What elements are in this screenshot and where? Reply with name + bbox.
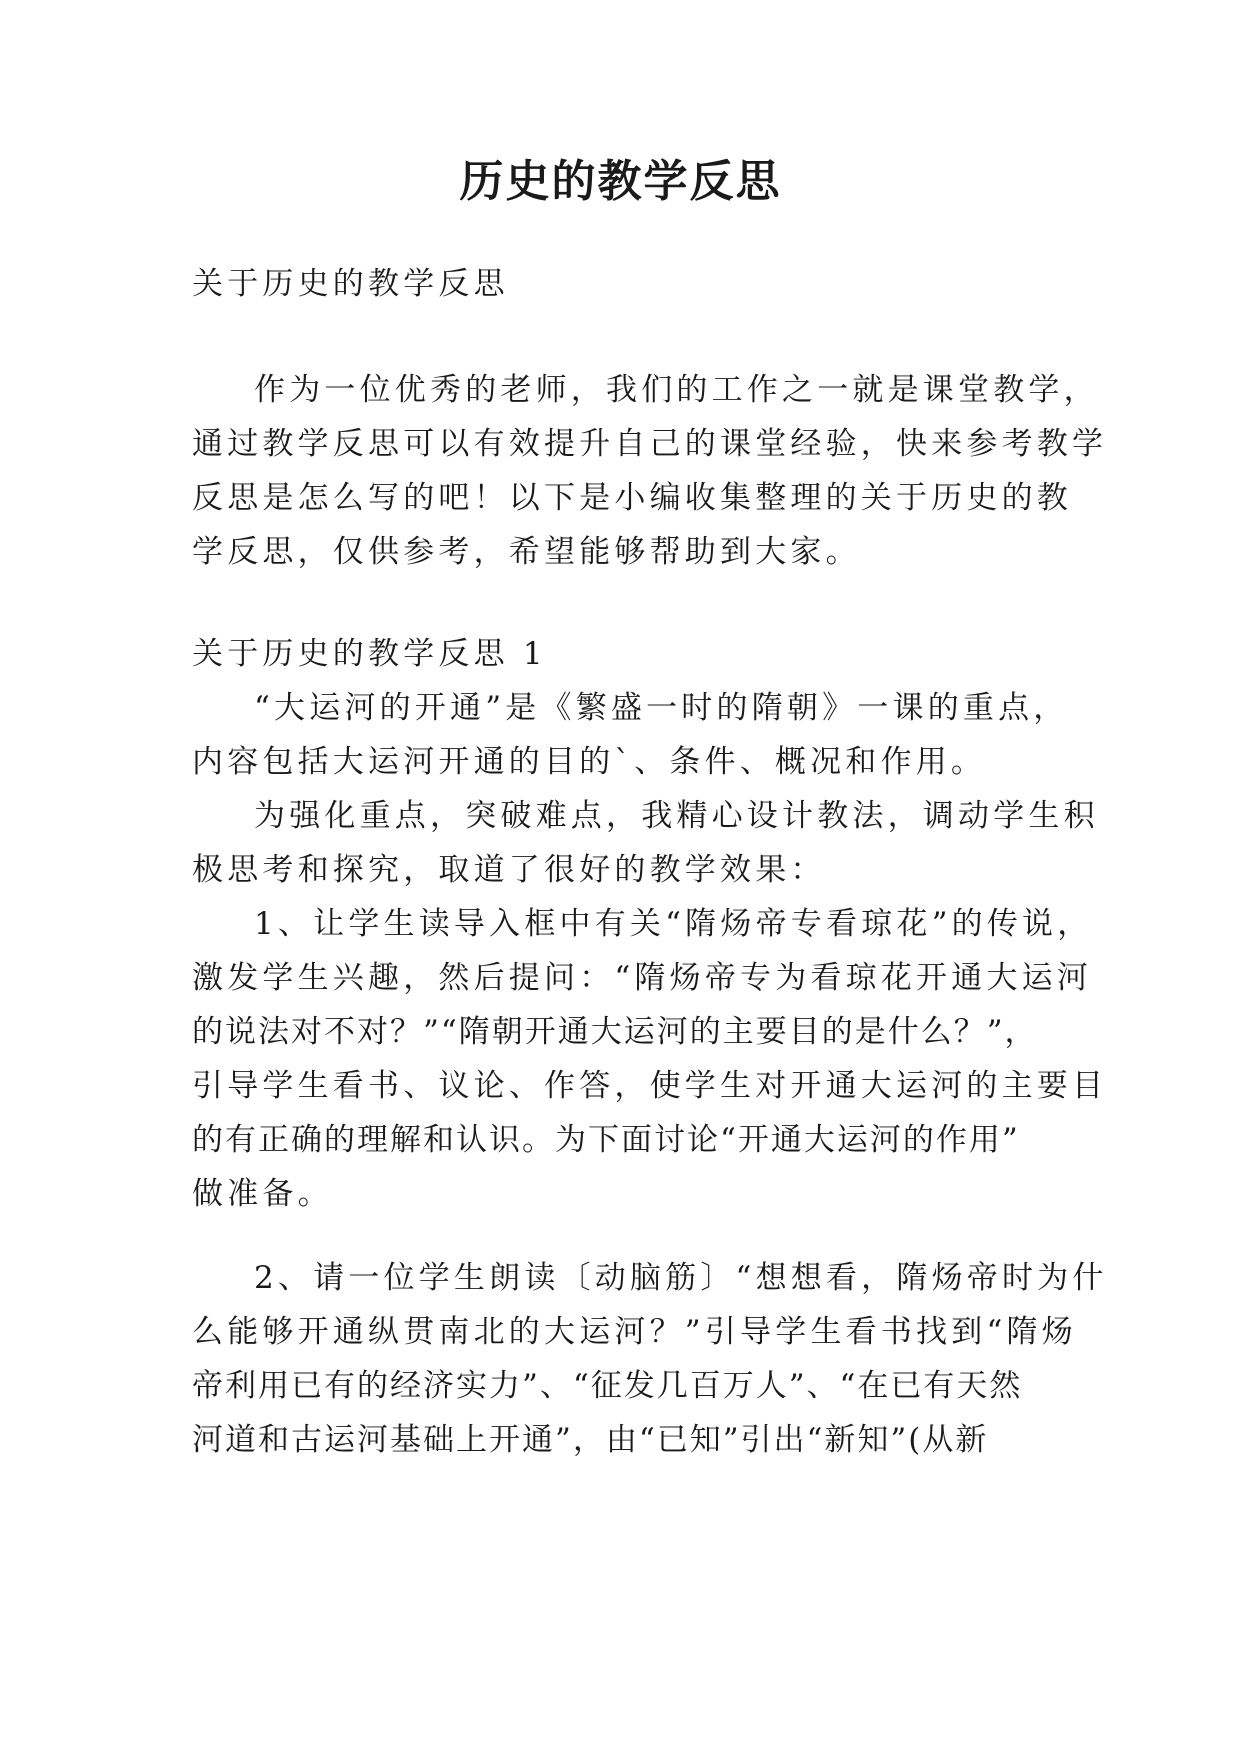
paragraph-line: 极思考和探究，取道了很好的教学效果： [192, 852, 826, 888]
paragraph-line: 帝利用已有的经济实力”、“征发几百万人”、“在已有天然 [192, 1368, 1023, 1404]
paragraph-line: 河道和古运河基础上开通”，由“已知”引出“新知”(从新 [192, 1422, 989, 1458]
document-subtitle: 关于历史的教学反思 [192, 266, 509, 302]
paragraph-line: “大运河的开通”是《繁盛一时的隋朝》一课的重点， [254, 690, 1069, 726]
paragraph-line: 的有正确的理解和认识。为下面讨论“开通大运河的作用” [192, 1122, 1020, 1158]
intro-line: 学反思，仅供参考，希望能够帮助到大家。 [192, 534, 861, 570]
intro-line: 反思是怎么写的吧！以下是小编收集整理的关于历史的教 [192, 480, 1072, 516]
paragraph-line: 内容包括大运河开通的目的`、条件、概况和作用。 [192, 744, 987, 780]
document-title: 历史的教学反思 [459, 156, 782, 207]
intro-line: 通过教学反思可以有效提升自己的课堂经验，快来参考教学 [192, 426, 1108, 462]
paragraph-line: 的说法对不对？”“隋朝开通大运河的主要目的是什么？”， [192, 1014, 1038, 1050]
paragraph-line: 么能够开通纵贯南北的大运河？”引导学生看书找到“隋炀 [192, 1314, 1077, 1350]
paragraph-line: 为强化重点，突破难点，我精心设计教法，调动学生积 [254, 798, 1099, 834]
paragraph-line: 引导学生看书、议论、作答，使学生对开通大运河的主要目 [192, 1068, 1108, 1104]
paragraph-line: 1、让学生读导入框中有关“隋炀帝专看琼花”的传说， [254, 906, 1093, 942]
paragraph-line: 激发学生兴趣，然后提问：“隋炀帝专为看琼花开通大运河 [192, 960, 1093, 996]
section-heading: 关于历史的教学反思 1 [192, 636, 547, 672]
paragraph-line: 做准备。 [192, 1176, 333, 1212]
intro-line: 作为一位优秀的老师，我们的工作之一就是课堂教学， [254, 372, 1099, 408]
paragraph-line: 2、请一位学生朗读〔动脑筋〕“想想看，隋炀帝时为什 [254, 1260, 1108, 1296]
